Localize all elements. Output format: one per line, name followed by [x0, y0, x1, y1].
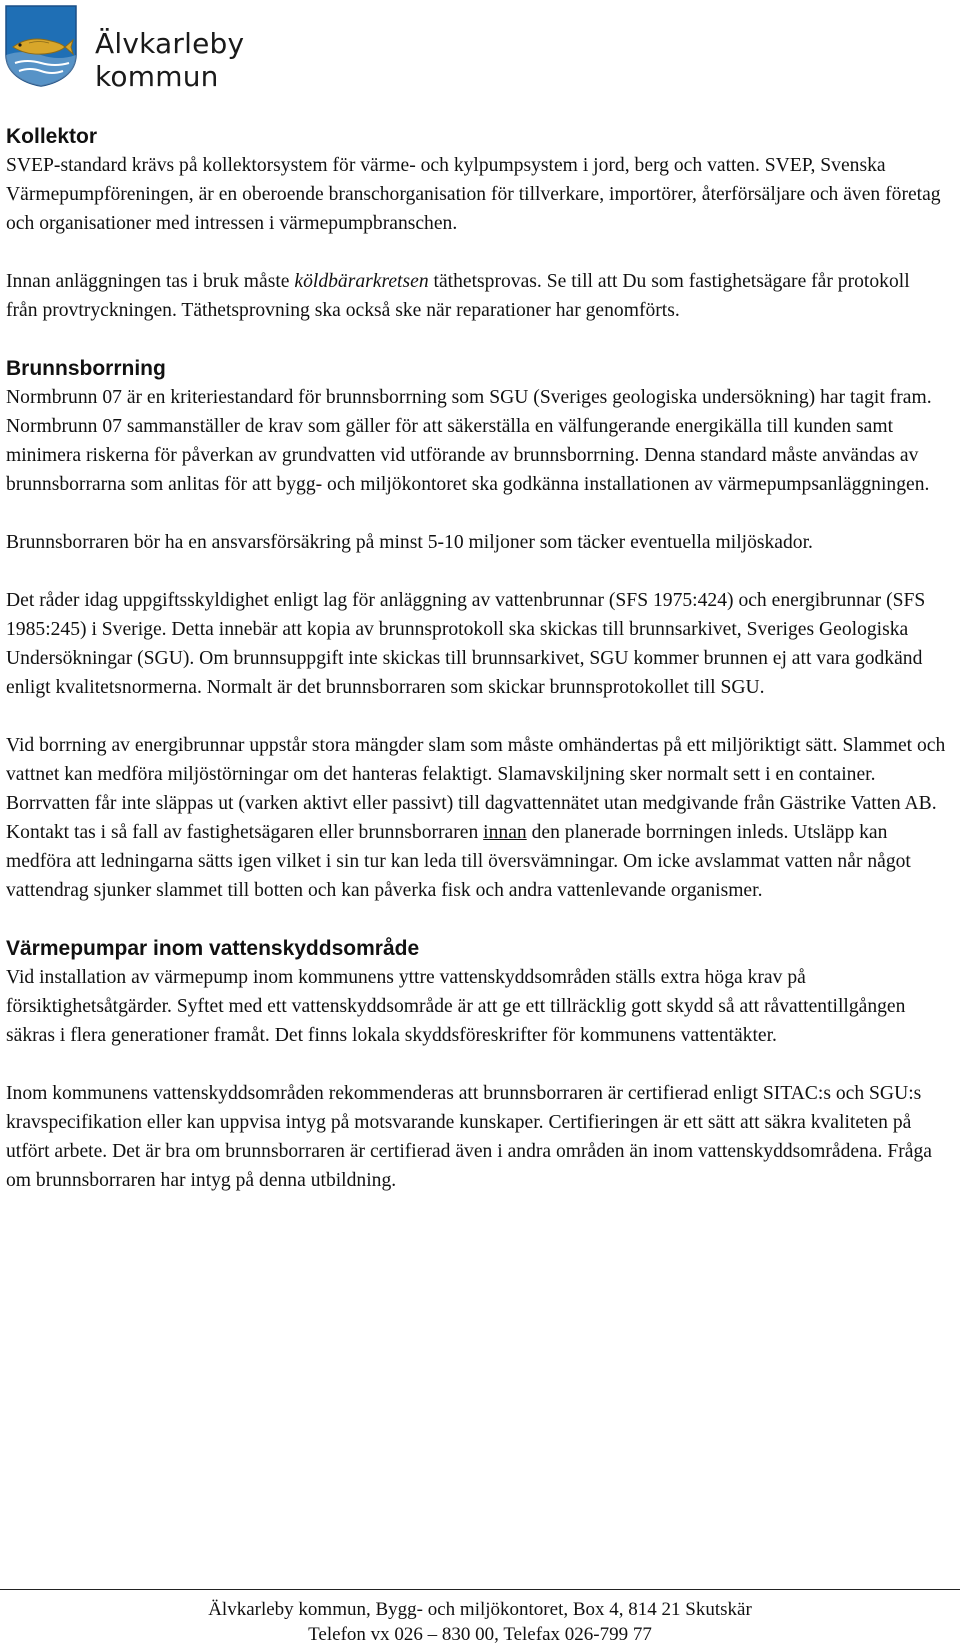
footer-phone: Telefon vx 026 – 830 00, Telefax 026-799 77 [308, 1624, 652, 1645]
underlined-text: innan [483, 822, 527, 843]
paragraph [6, 731, 946, 905]
text-span: Innan anläggningen tas i bruk måste [6, 271, 295, 292]
document-body [6, 122, 946, 1195]
municipal-coat-of-arms-icon [5, 5, 77, 87]
heading-kollektor: Kollektor [6, 125, 98, 148]
footer-divider [0, 1589, 960, 1590]
text-span: den planerade borrningen inleds. Utsläpp kan medföra att ledningarna sätts igen vilket i sin tur kan leda till översvämningar. Om icke avslammat vatten når något vattendrag sjunker slammet till botten och kan påverka fisk och andra vattenlevande organismer. [6, 822, 911, 901]
emphasis-text: köldbärarkretsen [294, 271, 429, 292]
paragraph: Normbrunn 07 är en kriteriestandard för brunnsborrning som SGU (Sveriges geologiska undersökning) har tagit fram. Normbrunn 07 sammanställer de krav som gäller för att säkerställa en välfungerande energikälla till kunden samt minimera riskerna för påverkan av grundvatten vid utförande av brunnsborrning. Denna standard måste användas av brunnsborrarna som anlitas för att bygg- och miljökontoret ska godkänna installationen av värmepumpsanläggningen. [6, 387, 932, 495]
text-span: täthetsprovas. Se till att Du som fastighetsägare får protokoll från provtryckningen. Täthetsprovning ska också ske när reparationer har genomförts. [6, 271, 910, 321]
paragraph: SVEP-standard krävs på kollektorsystem för värme- och kylpumpsystem i jord, berg och vatten. SVEP, Svenska Värmepumpföreningen, är en oberoende branschorganisation för tillverkare, importörer, återförsäljare och även företag och organisationer med intressen i värmepumpbranschen. [6, 155, 941, 234]
paragraph [6, 267, 946, 325]
footer-address: Älvkarleby kommun, Bygg- och miljökontoret, Box 4, 814 21 Skutskär [208, 1599, 752, 1620]
logo-line-2: kommun [95, 60, 219, 93]
paragraph: Brunnsborraren bör ha en ansvarsförsäkring på minst 5-10 miljoner som täcker eventuella miljöskador. [6, 532, 813, 553]
paragraph: Det råder idag uppgiftsskyldighet enligt lag för anläggning av vattenbrunnar (SFS 1975:424) och energibrunnar (SFS 1985:245) i Sverige. Detta innebär att kopia av brunnsprotokoll ska skickas till brunnsarkivet, Sveriges Geologiska Undersökningar (SGU). Om brunnsuppgift inte skickas till brunnsarkivet, SGU kommer brunnen ej att vara godkänd enligt kvalitetsnormerna. Normalt är det brunnsborraren som skickar brunnsprotokollet till SGU. [6, 590, 926, 698]
paragraph: Inom kommunens vattenskyddsområden rekommenderas att brunnsborraren är certifierad enligt SITAC:s och SGU:s kravspecifikation eller kan uppvisa intyg på motsvarande kunskaper. Certifieringen är ett sätt att säkra kvaliteten på utfört arbete. Det är bra om brunnsborraren är certifierad även i andra områden än inom vattenskyddsområdena. Fråga om brunnsborraren har intyg på denna utbildning. [6, 1083, 932, 1191]
municipality-logo-text [95, 27, 244, 93]
heading-brunnsborrning: Brunnsborrning [6, 357, 166, 380]
header [5, 5, 245, 93]
heading-vattenskyddsomrade: Värmepumpar inom vattenskyddsområde [6, 937, 420, 960]
text-span: Vid borrning av energibrunnar uppstår stora mängder slam som måste omhändertas på ett miljöriktigt sätt. Slammet och vattnet kan medföra miljöstörningar om det hanteras felaktigt. Slamavskiljning sker normalt sett i en container. Borrvatten får inte släppas ut (varken aktivt eller passivt) till dagvattennätet utan medgivande från Gästrike Vatten AB. Kontakt tas i så fall av fastighetsägaren eller brunnsborraren [6, 735, 946, 843]
footer [0, 1597, 960, 1647]
paragraph: Vid installation av värmepump inom kommunens yttre vattenskyddsområden ställs extra höga krav på försiktighetsåtgärder. Syftet med ett vattenskyddsområde är att ge ett tillräcklig gott skydd så att råvattentillgången säkras i flera generationer framåt. Det finns lokala skyddsföreskrifter för kommunens vattentäkter. [6, 967, 906, 1046]
logo-line-1: Älvkarleby [95, 27, 245, 60]
